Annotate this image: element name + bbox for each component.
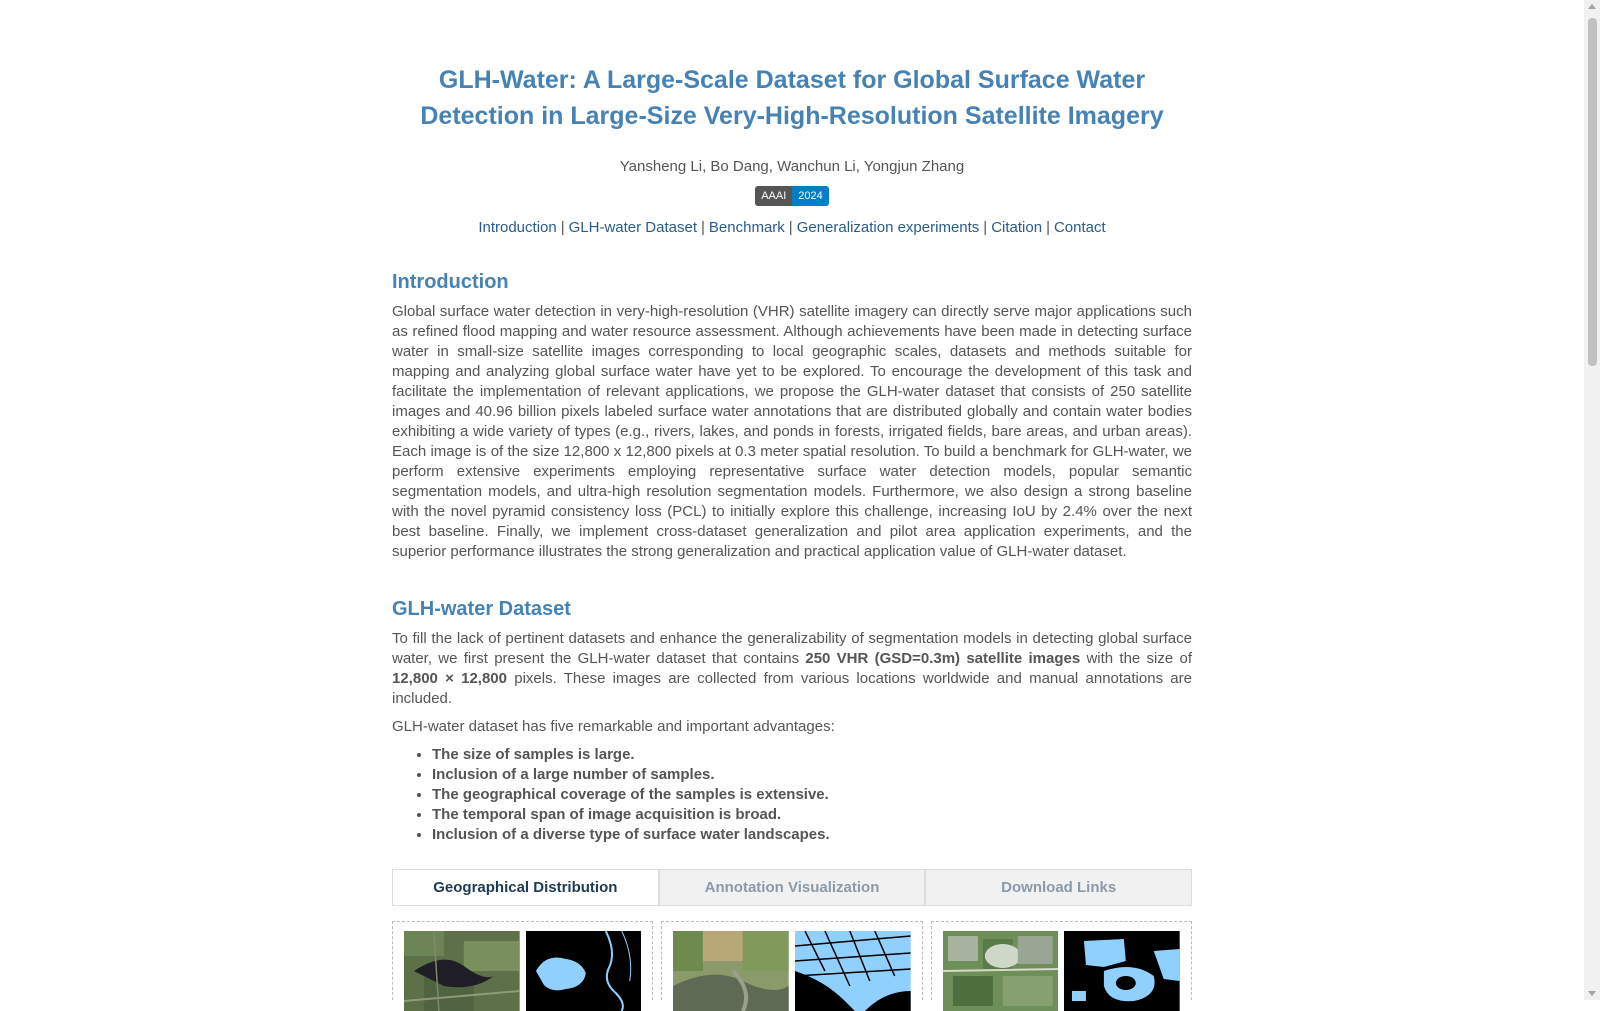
section-nav [392, 219, 1192, 236]
list-item: • The geographical coverage of the samples is extensive. [432, 785, 1192, 805]
introduction-heading: Introduction [392, 271, 509, 293]
nav-link-benchmark[interactable]: Benchmark [708, 219, 785, 236]
vertical-scrollbar[interactable] [1584, 0, 1600, 1000]
dataset-text-part: pixels. These images are collected from various locations worldwide and manual annotations are included. [392, 670, 1192, 707]
water-mask-thumb[interactable] [795, 931, 911, 1011]
dataset-heading: GLH-water Dataset [392, 598, 571, 620]
introduction-text: Global surface water detection in very-high-resolution (VHR) satellite imagery can directly serve major applications such as refined flood mapping and water resource assessment. Although achievements have been made in detecting surface water in small-size satellite images corresponding to local geographic scales, datasets and methods suitable for mapping and analyzing global surface water have yet to be explored. To encourage the development of this task and facilitate the implementation of relevant applications, we propose the GLH-water dataset that consists of 250 satellite images and 40.96 billion pixels labeled surface water annotations that are distributed globally and contain water bodies exhibiting a wide variety of types (e.g., rivers, lakes, and ponds in forests, irrigated fields, bare areas, and urban areas). Each image is of the size 12,800 x 12,800 pixels at 0.3 meter spatial resolution. To build a benchmark for GLH-water, we perform extensive experiments employing representative surface water detection models, popular semantic segmentation models, and ultra-high resolution segmentation models. Furthermore, we also design a strong baseline with the novel pyramid consistency loss (PCL) to initially explore this challenge, increasing IoU by 2.4% over the next best baseline. Finally, we implement cross-dataset generalization and pilot area application experiments, and the superior performance illustrates the strong generalization and practical application value of GLH-water dataset. [392, 303, 1192, 560]
nav-link-introduction[interactable]: Introduction [478, 219, 557, 236]
water-mask-thumb[interactable] [526, 931, 642, 1011]
sample-gallery [392, 921, 1192, 1000]
scroll-up-icon[interactable] [1588, 4, 1596, 9]
nav-link-contact[interactable]: Contact [1053, 219, 1106, 236]
tab-download-links[interactable]: Download Links [925, 869, 1192, 905]
nav-separator: | [560, 219, 565, 236]
tab-geographical-distribution[interactable]: Geographical Distribution [392, 869, 659, 905]
nav-separator: | [1046, 219, 1050, 236]
venue-badge-row [392, 186, 1192, 206]
nav-separator: | [701, 219, 705, 236]
nav-link-citation[interactable]: Citation [991, 219, 1043, 236]
scrollbar-thumb[interactable] [1588, 18, 1597, 366]
dataset-image-count: 250 VHR (GSD=0.3m) satellite images [805, 650, 1081, 667]
list-item: • Inclusion of a large number of samples. [432, 765, 1192, 785]
satellite-image-thumb[interactable] [943, 931, 1059, 1011]
authors: Yansheng Li, Bo Dang, Wanchun Li, Yongjun Zhang [619, 158, 965, 175]
dataset-tabs [392, 869, 1192, 906]
dataset-text-part: with the size of [1080, 650, 1192, 667]
satellite-image-thumb[interactable] [673, 931, 789, 1011]
list-item: • The size of samples is large. [432, 745, 1192, 765]
list-item: • Inclusion of a diverse type of surface water landscapes. [432, 825, 1192, 845]
tab-annotation-visualization[interactable]: Annotation Visualization [659, 869, 926, 905]
venue-badge-year: 2024 [792, 186, 828, 206]
nav-link-generalization[interactable]: Generalization experiments [796, 219, 980, 236]
sample-card-1 [392, 921, 653, 1000]
page-title [392, 62, 1192, 134]
sample-card-2 [661, 921, 922, 1000]
venue-badge [755, 186, 829, 206]
dataset-text-part: To fill the lack of pertinent datasets and enhance the generalizability of segmentation models in detecting global surface water, we first present the GLH-water dataset that contains [392, 630, 1192, 667]
satellite-image-thumb[interactable] [404, 931, 520, 1011]
scroll-down-icon[interactable] [1588, 991, 1596, 996]
nav-separator: | [983, 219, 988, 236]
title-line-2: Detection in Large-Size Very-High-Resolution Satellite Imagery [420, 102, 1164, 130]
nav-link-dataset[interactable]: GLH-water Dataset [568, 219, 698, 236]
list-item: • The temporal span of image acquisition is broad. [432, 805, 1192, 825]
dataset-image-size: 12,800 × 12,800 [392, 670, 507, 687]
advantages-intro: GLH-water dataset has five remarkable and important advantages: [392, 718, 835, 735]
dataset-description [392, 629, 1192, 709]
nav-separator: | [788, 219, 793, 236]
venue-badge-label: AAAI [755, 186, 792, 206]
sample-card-3 [931, 921, 1192, 1000]
title-line-1: GLH-Water: A Large-Scale Dataset for Global Surface Water [438, 66, 1146, 94]
page-content [392, 0, 1192, 896]
water-mask-thumb[interactable] [1064, 931, 1180, 1011]
advantages-list [392, 745, 1192, 845]
